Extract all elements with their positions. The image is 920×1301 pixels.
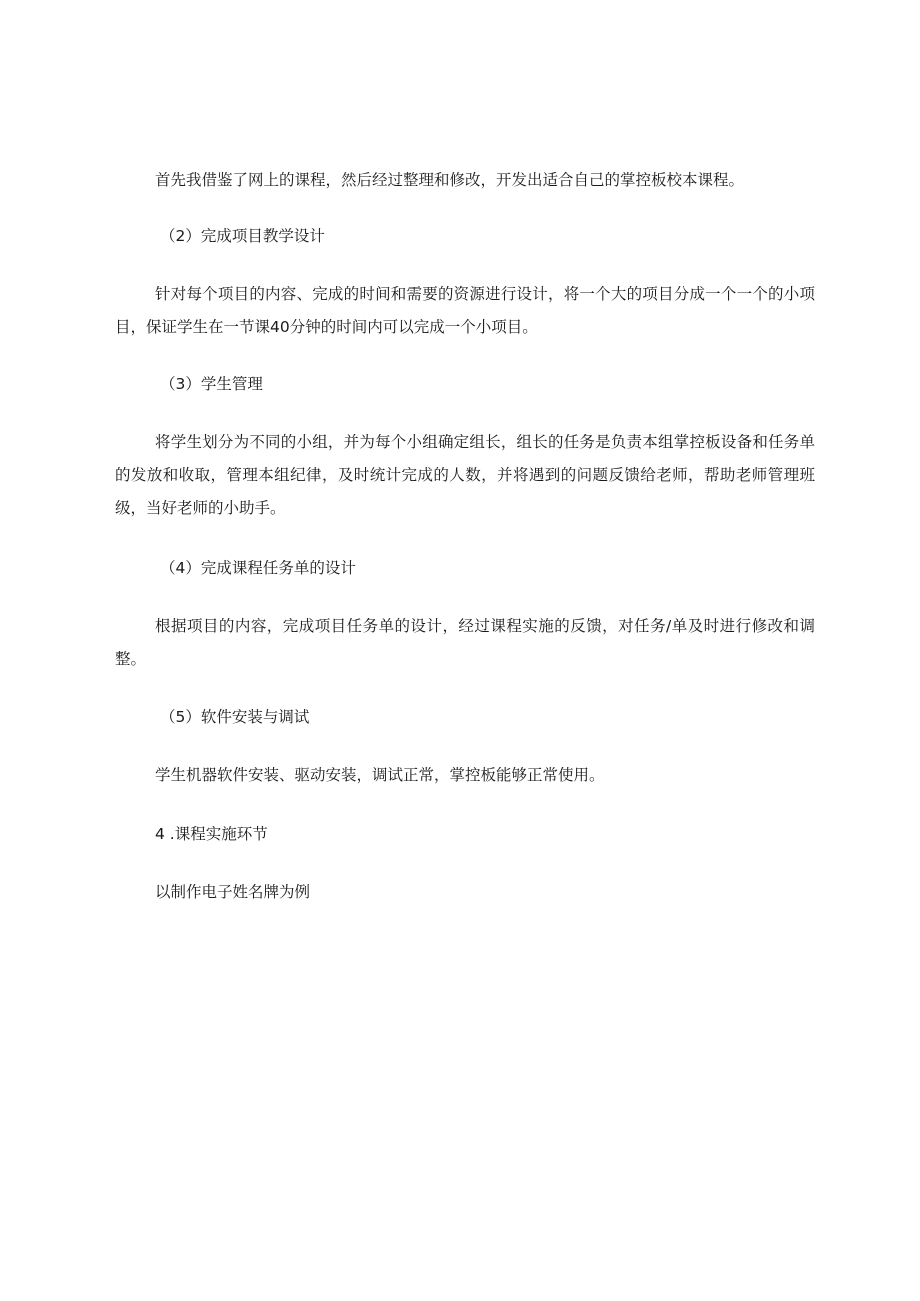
- paragraph-project-design: 针对每个项目的内容、完成的时间和需要的资源进行设计，将一个大的项目分成一个一个的小项目，保证学生在一节课40分钟的时间内可以完成一个小项目。: [115, 285, 815, 336]
- heading-software-installation: （5）软件安装与调试: [160, 708, 310, 726]
- paragraph-software-installation: 学生机器软件安装、驱动安装，调试正常，掌控板能够正常使用。: [155, 766, 605, 784]
- paragraph-student-management: 将学生划分为不同的小组，并为每个小组确定组长，组长的任务是负责本组掌控板设备和任务单的发放和收取，管理本组纪律，及时统计完成的人数，并将遇到的问题反馈给老师，帮助老师管理班级，当好老师的小助手。: [115, 433, 815, 517]
- paragraph-example: 以制作电子姓名牌为例: [155, 883, 311, 901]
- heading-project-teaching-design: （2）完成项目教学设计: [160, 227, 325, 245]
- heading-student-management: （3）学生管理: [160, 375, 263, 393]
- section-heading-course-implementation: 4 .课程实施环节: [155, 825, 268, 843]
- paragraph-course-development: 首先我借鉴了网上的课程，然后经过整理和修改，开发出适合自己的掌控板校本课程。: [155, 171, 745, 189]
- heading-task-sheet-design: （4）完成课程任务单的设计: [160, 559, 356, 577]
- paragraph-task-sheet-design: 根据项目的内容，完成项目任务单的设计，经过课程实施的反馈，对任务/单及时进行修改和调整。: [115, 617, 815, 668]
